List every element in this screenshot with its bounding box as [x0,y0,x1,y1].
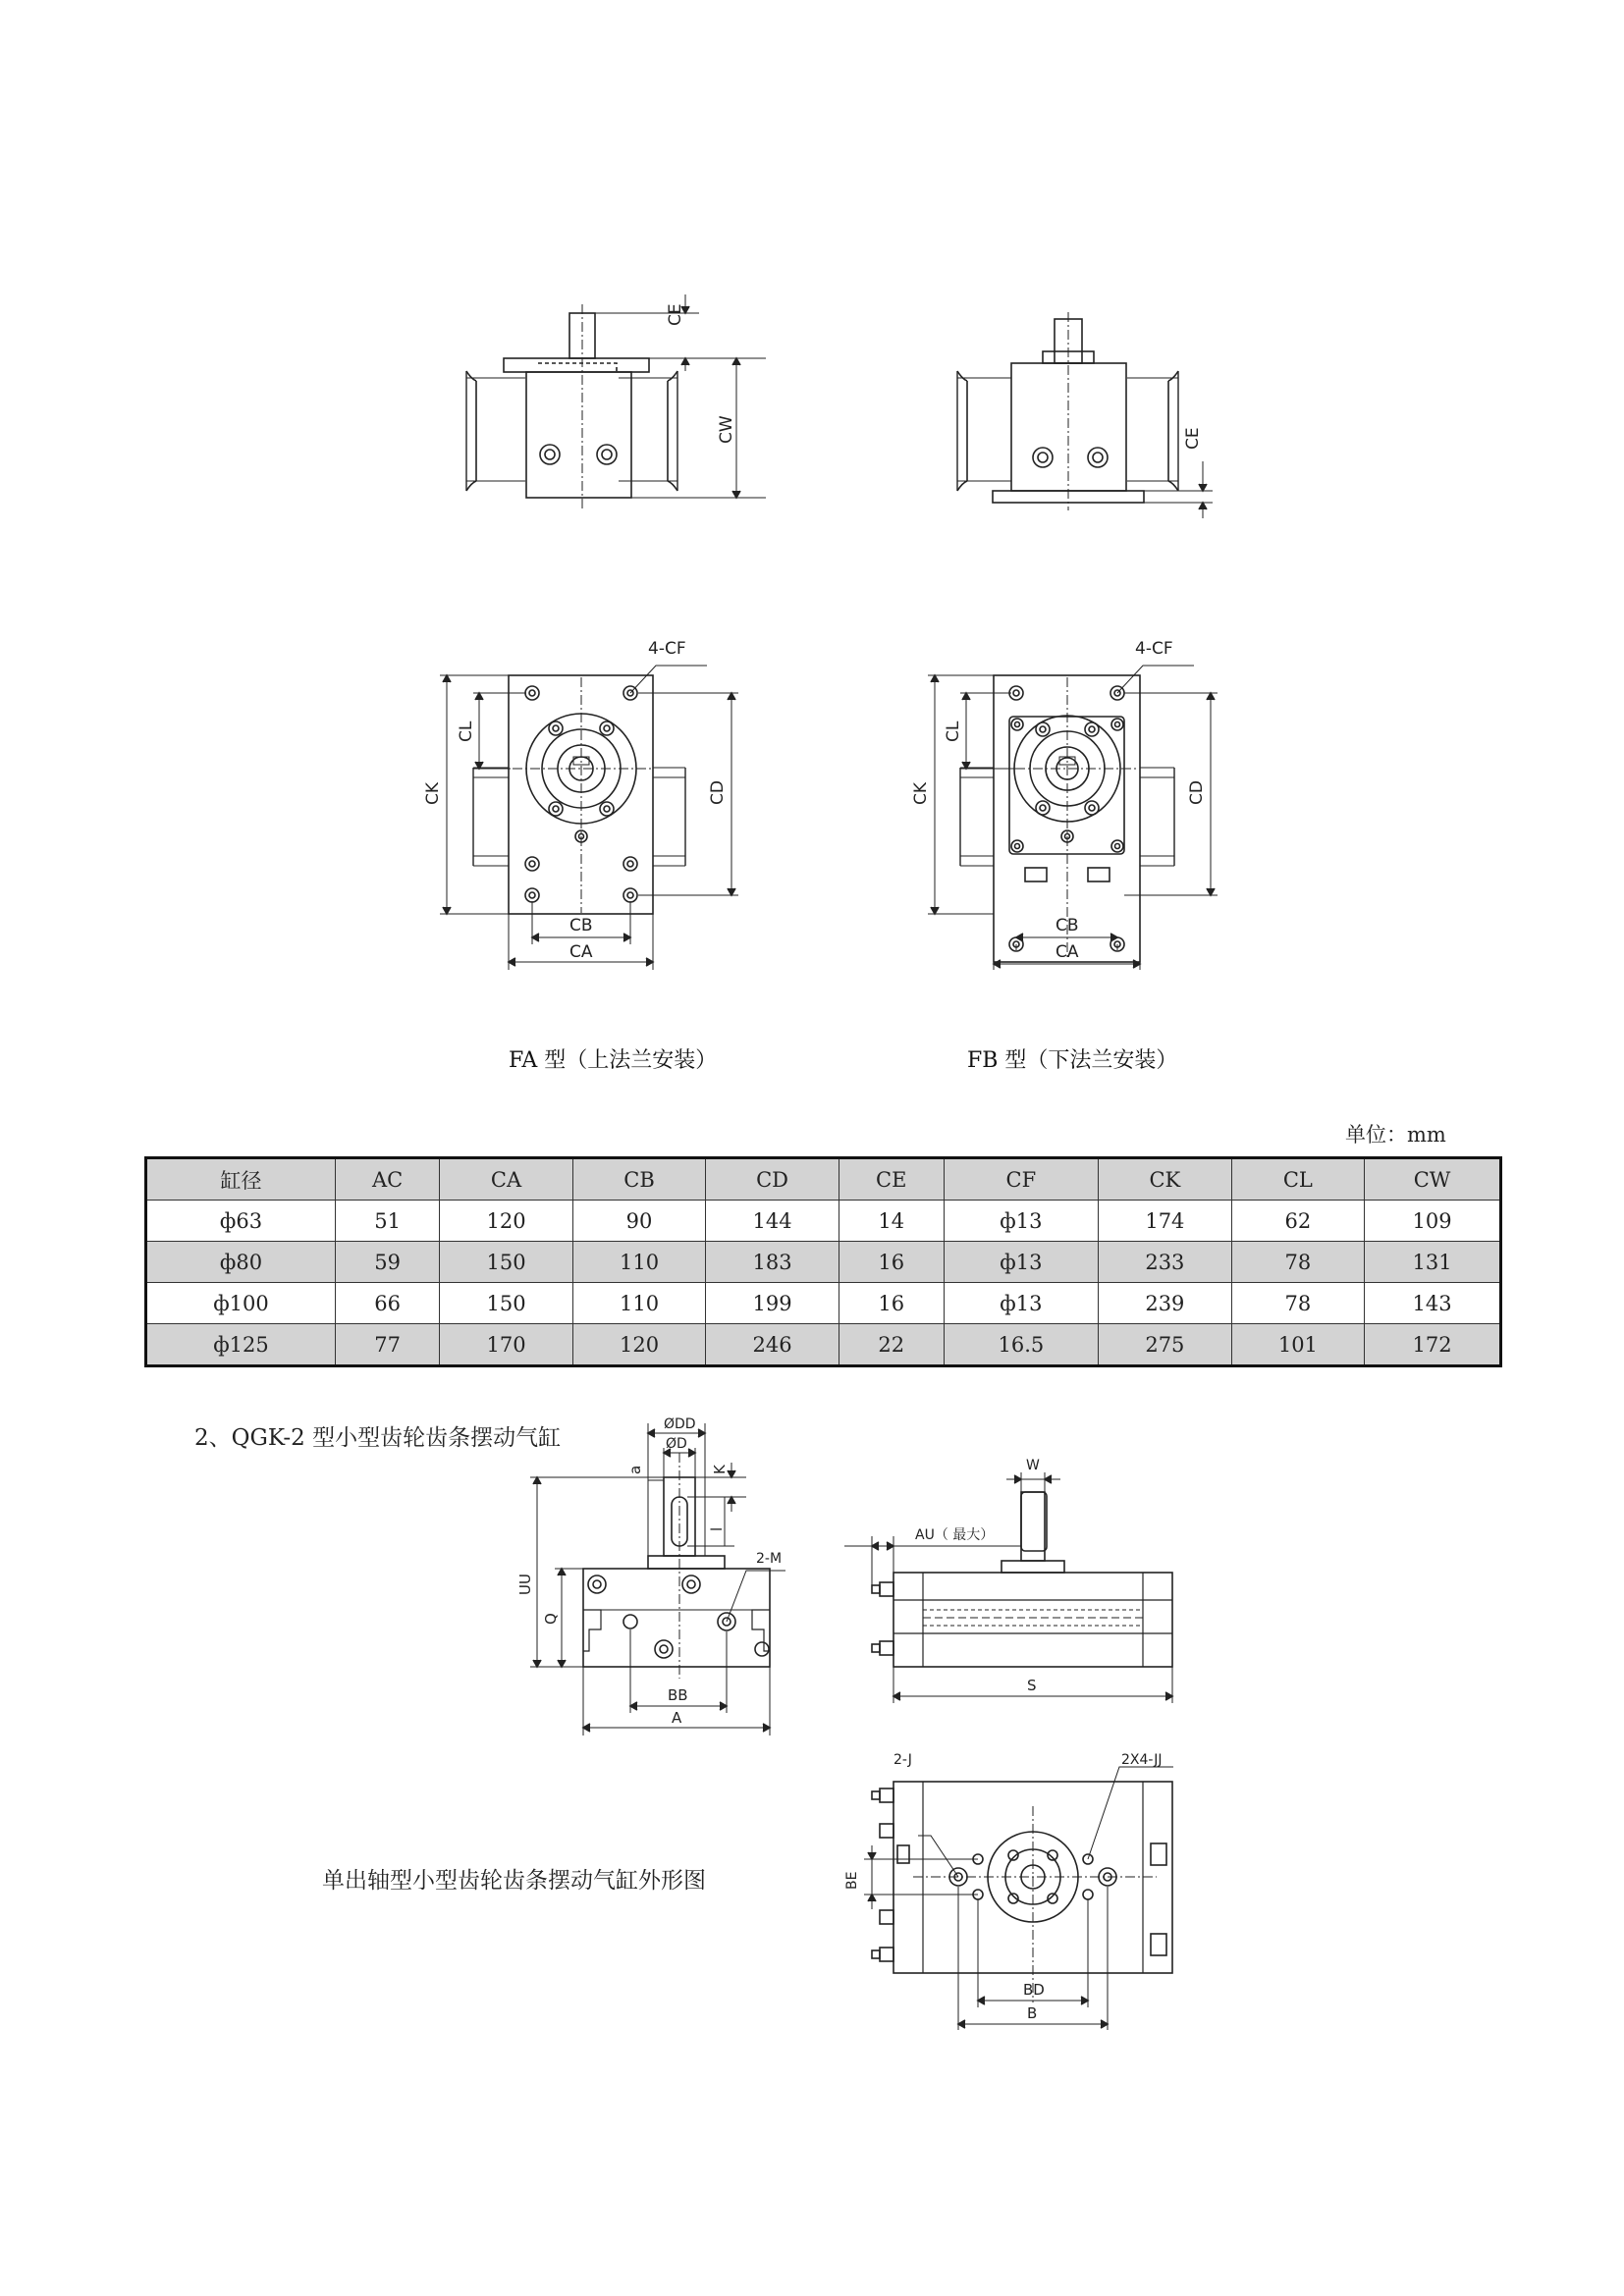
table-cell: 110 [572,1283,706,1324]
table-row [146,1201,1501,1242]
table-cell: ф63 [146,1201,336,1242]
fa-front-ca-label: CA [569,942,593,962]
table-cell: 90 [572,1201,706,1242]
table-cell: 16.5 [944,1324,1099,1366]
qgk-s-label: S [1027,1677,1037,1694]
table-cell: ф13 [944,1242,1099,1283]
qgk-k-label: K [711,1465,729,1474]
qgk-a-dim-label: A [672,1709,682,1727]
table-cell: 59 [336,1242,440,1283]
fb-side-view [957,312,1213,518]
figure-caption: 单出轴型小型齿轮齿条摆动气缸外形图 [322,1868,706,1894]
fb-front-cd-label: CD [1187,780,1207,805]
table-row [146,1283,1501,1324]
unit-label: 单位：mm [1345,1123,1446,1147]
table-cell: 77 [336,1324,440,1366]
table-cell: 51 [336,1201,440,1242]
header-cd: CD [706,1158,839,1201]
qgk-q-label: Q [542,1613,560,1625]
fb-front-cl-label: CL [944,721,963,742]
table-row [146,1242,1501,1283]
fb-front-cb-label: CB [1056,916,1079,935]
fb-front-ca-label: CA [1056,942,1079,962]
table-cell: 16 [839,1242,944,1283]
fb-front-ck-label: CK [911,781,931,805]
table-row [146,1324,1501,1366]
qgk-m-label: 2-M [756,1551,783,1567]
qgk-au-label: AU（ 最大） [915,1527,995,1543]
qgk-rear-view [844,1472,1172,1703]
spec-table [144,1156,1502,1367]
table-cell: 143 [1365,1283,1501,1324]
table-cell: 183 [706,1242,839,1283]
qgk-dd-label: ØDD [664,1416,696,1432]
table-cell: 22 [839,1324,944,1366]
table-cell: 109 [1365,1201,1501,1242]
fb-caption: FB 型（下法兰安装） [967,1048,1178,1073]
table-cell: 199 [706,1283,839,1324]
fb-side-ce-label: CE [1183,427,1203,450]
header-ac: AC [336,1158,440,1201]
table-cell: 66 [336,1283,440,1324]
header-cw: CW [1365,1158,1501,1201]
table-cell: ф80 [146,1242,336,1283]
table-cell: 101 [1231,1324,1365,1366]
table-cell: ф125 [146,1324,336,1366]
table-cell: 78 [1231,1283,1365,1324]
fa-side-ce-label: CE [666,303,685,326]
fa-front-cb-label: CB [569,916,593,935]
qgk-uu-label: UU [516,1574,534,1595]
qgk-front-view [864,1767,1173,2030]
qgk-side-view [530,1423,785,1735]
header-bore: 缸径 [146,1158,336,1201]
fa-side-view [466,294,766,510]
header-ck: CK [1099,1158,1232,1201]
table-cell: 131 [1365,1242,1501,1283]
table-cell: 150 [440,1283,573,1324]
table-cell: 120 [572,1324,706,1366]
qgk-b-label: B [1027,2004,1038,2022]
table-cell: 110 [572,1242,706,1283]
qgk-be-label: BE [844,1871,860,1890]
table-cell: ф13 [944,1283,1099,1324]
qgk-j-label: 2-J [893,1752,912,1768]
header-ca: CA [440,1158,573,1201]
table-cell: 120 [440,1201,573,1242]
qgk-bd-label: BD [1023,1981,1045,1999]
header-cl: CL [1231,1158,1365,1201]
fa-front-ck-label: CK [423,781,443,805]
table-cell: 239 [1099,1283,1232,1324]
table-cell: 246 [706,1324,839,1366]
header-cf: CF [944,1158,1099,1201]
qgk-l-label: l [708,1526,726,1531]
table-header-row [146,1158,1501,1201]
table-cell: 14 [839,1201,944,1242]
qgk-bb-label: BB [668,1686,688,1704]
section-2-title: 2、QGK-2 型小型齿轮齿条摆动气缸 [194,1425,562,1451]
table-cell: 233 [1099,1242,1232,1283]
table-cell: 16 [839,1283,944,1324]
fa-caption: FA 型（上法兰安装） [509,1048,718,1073]
table-cell: 170 [440,1324,573,1366]
table-cell: 78 [1231,1242,1365,1283]
header-ce: CE [839,1158,944,1201]
table-cell: ф13 [944,1201,1099,1242]
table-cell: ф100 [146,1283,336,1324]
table-cell: 144 [706,1201,839,1242]
qgk-jj-label: 2X4-JJ [1121,1752,1163,1768]
qgk-d-label: ØD [666,1436,687,1452]
table-cell: 62 [1231,1201,1365,1242]
fa-front-cl-label: CL [457,721,476,742]
table-cell: 172 [1365,1324,1501,1366]
table-cell: 275 [1099,1324,1232,1366]
table-cell: 174 [1099,1201,1232,1242]
qgk-w-label: W [1026,1458,1040,1473]
fa-front-cf-label: 4-CF [648,639,686,659]
fa-side-cw-label: CW [717,415,736,444]
qgk-a-label: a [626,1465,644,1474]
fa-front-cd-label: CD [708,780,728,805]
table-cell: 150 [440,1242,573,1283]
header-cb: CB [572,1158,706,1201]
fb-front-cf-label: 4-CF [1135,639,1173,659]
